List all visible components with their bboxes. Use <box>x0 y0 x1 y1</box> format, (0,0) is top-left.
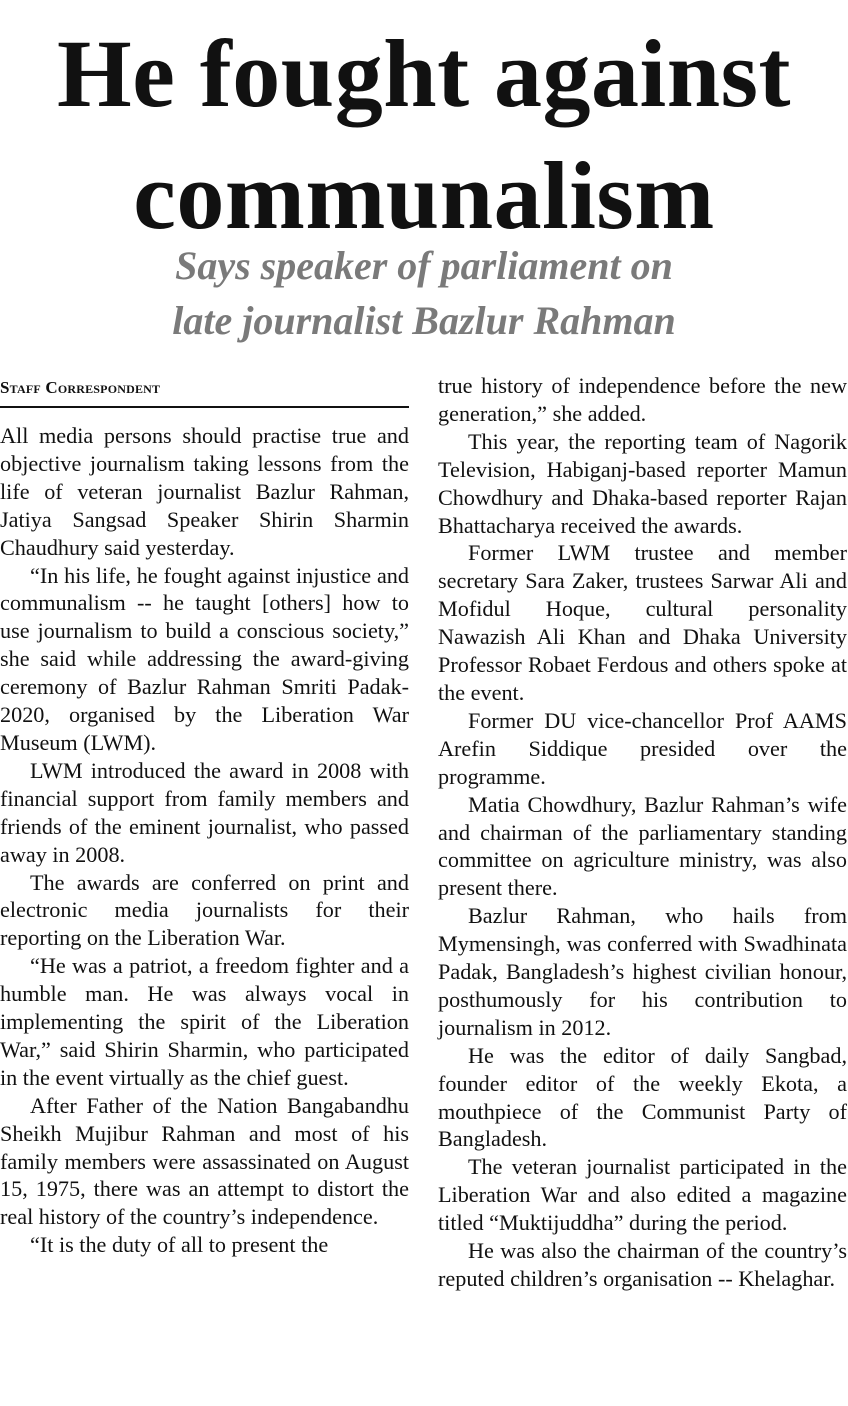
subheadline-line-1: Says speaker of parliament on <box>175 243 673 288</box>
paragraph: Bazlur Rahman, who hails from Mymensingh, was conferred with Swadhinata Padak, Bangladesh’s highest civilian honour, posthumously for his contribution to journalism in 2012. <box>438 903 847 1040</box>
subheadline-line-2: late journalist Bazlur Rahman <box>172 298 676 343</box>
paragraph: Former DU vice-chancellor Prof AAMS Arefin Siddique presided over the programme. <box>438 707 847 789</box>
paragraph: This year, the reporting team of Nagorik Television, Habiganj-based reporter Mamun Chowdhury and Dhaka-based reporter Rajan Bhattacharya received the awards. <box>438 428 847 538</box>
paragraph: The awards are conferred on print and electronic media journalists for their reporting on the Liberation War. <box>0 869 409 951</box>
paragraph: Matia Chowdhury, Bazlur Rahman’s wife and chairman of the parliamentary standing committee on agriculture ministry, was also present there. <box>438 791 847 901</box>
paragraph: LWM introduced the award in 2008 with financial support from family members and friends of the eminent journalist, who passed away in 2008. <box>0 757 409 867</box>
paragraph: true history of independence before the new generation,” she added. <box>438 373 847 426</box>
headline-line-2: communalism <box>133 142 715 249</box>
paragraph: Former LWM trustee and member secretary Sara Zaker, trustees Sarwar Ali and Mofidul Hoque, cultural personality Nawazish Ali Khan and Dhaka University Professor Robaet Ferdous and others spoke at the event. <box>438 540 847 705</box>
byline: Staff Correspondent <box>0 378 161 397</box>
headline-line-1: He fought against <box>57 20 791 127</box>
article-column-right <box>438 372 847 1293</box>
paragraph: All media persons should practise true and objective journalism taking lessons from the life of veteran journalist Bazlur Rahman, Jatiya Sangsad Speaker Shirin Sharmin Chaudhury said yesterday. <box>0 423 409 560</box>
paragraph: He was the editor of daily Sangbad, founder editor of the weekly Ekota, a mouthpiece of the Communist Party of Bangladesh. <box>438 1042 847 1152</box>
paragraph: He was also the chairman of the country’s reputed children’s organisation -- Khelaghar. <box>438 1238 847 1291</box>
paragraph: “He was a patriot, a freedom fighter and a humble man. He was always vocal in implementing the spirit of the Liberation War,” said Shirin Sharmin, who participated in the event virtually as the chief guest. <box>0 953 409 1090</box>
paragraph: After Father of the Nation Bangabandhu Sheikh Mujibur Rahman and most of his family members were assassinated on August 15, 1975, there was an attempt to distort the real history of the country’s independence. <box>0 1092 409 1230</box>
paragraph: “In his life, he fought against injustice and communalism -- he taught [others] how to use journalism to build a conscious society,” she said while addressing the award-giving ceremony of Bazlur Rahman Smriti Padak-2020, organised by the Liberation War Museum (LWM). <box>0 562 409 755</box>
article-column-left <box>0 422 409 1259</box>
byline-divider <box>0 406 409 408</box>
paragraph: “It is the duty of all to present the <box>30 1232 329 1258</box>
paragraph: The veteran journalist participated in the Liberation War and also edited a magazine titled “Muktijuddha” during the period. <box>438 1154 847 1236</box>
